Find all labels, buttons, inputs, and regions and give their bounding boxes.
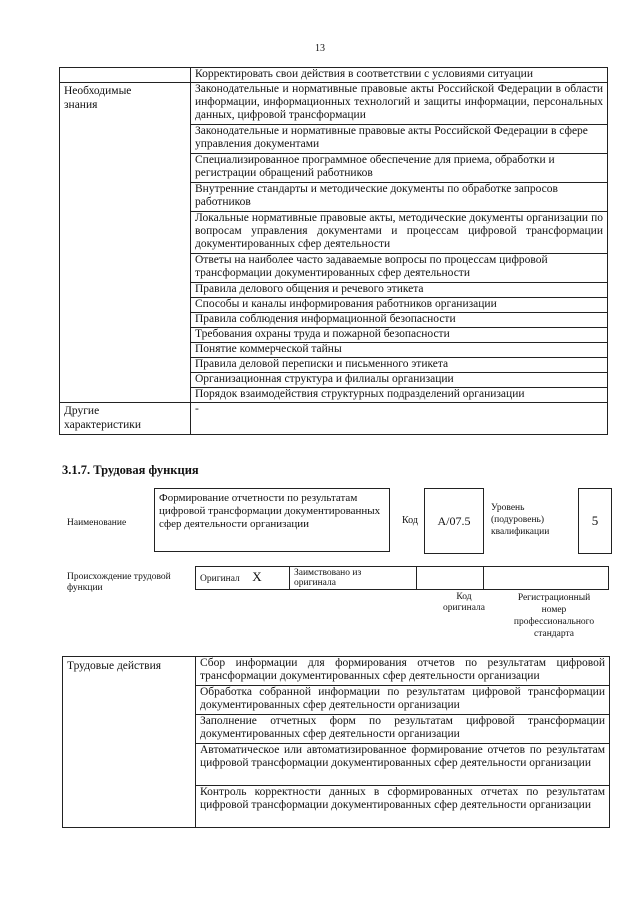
table-cell: Обработка собранной информации по результатам цифровой трансформации документированных сфер деятельности организации xyxy=(196,686,610,715)
table-row xyxy=(60,68,608,83)
other-label xyxy=(60,403,191,435)
table-cell: Корректировать свои действия в соответствии с условиями ситуации xyxy=(191,68,608,83)
empty-label-cell xyxy=(60,68,191,83)
page-number: 13 xyxy=(315,43,325,54)
level-value: 5 xyxy=(578,488,612,554)
table-row xyxy=(60,403,608,435)
original-label: Оригинал xyxy=(200,574,240,584)
actions-table xyxy=(62,656,610,828)
label-line: (подуровень) xyxy=(491,515,545,525)
table-cell: Сбор информации для формирования отчетов по результатам цифровой трансформации документированных сфер деятельности организации xyxy=(196,657,610,686)
label-line: оригинала xyxy=(443,603,485,613)
label-line: Другие xyxy=(64,405,100,417)
actions-label: Трудовые действия xyxy=(63,657,196,828)
label-line: стандарта xyxy=(534,629,574,639)
label-line: Необходимые xyxy=(64,85,132,97)
table-cell: Ответы на наиболее часто задаваемые вопросы по процессам цифровой трансформации документированных сфер деятельности xyxy=(191,254,608,283)
table-cell: - xyxy=(191,403,608,435)
origin-table xyxy=(195,566,609,590)
table-row xyxy=(60,83,608,125)
original-mark: X xyxy=(252,569,262,584)
table-cell: Правила соблюдения информационной безопасности xyxy=(191,313,608,328)
label-line: Происхождение трудовой xyxy=(67,572,171,582)
label-line: знания xyxy=(64,98,98,111)
table-cell: Правила деловой переписки и письменного этикета xyxy=(191,358,608,373)
table-cell: Правила делового общения и речевого этикета xyxy=(191,283,608,298)
knowledge-label xyxy=(60,83,191,403)
table-cell: Локальные нормативные правовые акты, методические документы организации по вопросам управления документами и процессам цифровой трансформации документированных сфер деятельности xyxy=(191,212,608,254)
table-cell: Автоматическое или автоматизированное формирование отчетов по результатам цифровой трансформации документированных сфер деятельности организации xyxy=(196,744,610,786)
table-cell: Контроль корректности данных в сформированных отчетах по результатам цифровой трансформации документированных сфер деятельности организации xyxy=(196,786,610,828)
label-line: профессионального xyxy=(513,617,595,627)
label-line: Уровень xyxy=(491,503,525,513)
table-cell: Заполнение отчетных форм по результатам цифровой трансформации документированных сфер деятельности организации xyxy=(196,715,610,744)
label-line: функции xyxy=(67,583,103,593)
kod-original-caption xyxy=(434,592,494,614)
borrowed-cell xyxy=(290,567,417,590)
label-line: оригинала xyxy=(294,578,336,588)
reg-number-caption xyxy=(500,592,608,640)
label-line: номер xyxy=(541,605,567,615)
table-cell: Законодательные и нормативные правовые акты Российской Федерации в сфере управления документами xyxy=(191,125,608,154)
table-cell: Специализированное программное обеспечение для приема, обработки и регистрации обращений работников xyxy=(191,154,608,183)
table-row xyxy=(196,567,609,590)
name-label: Наименование xyxy=(67,518,127,528)
section-heading: 3.1.7. Трудовая функция xyxy=(62,463,199,477)
table-cell: Порядок взаимодействия структурных подразделений организации xyxy=(191,388,608,403)
kod-value: А/07.5 xyxy=(424,488,484,554)
label-line: характеристики xyxy=(64,418,142,431)
label-line: Код xyxy=(456,592,472,602)
table-cell: Организационная структура и филиалы организации xyxy=(191,373,608,388)
table-cell: Законодательные и нормативные правовые акты Российской Федерации в области информации, информационных технологий и защиты информации, персональных данных, цифровой трансформации xyxy=(191,83,608,125)
origin-label xyxy=(67,572,171,594)
kod-label: Код xyxy=(402,515,418,526)
reg-number-cell xyxy=(484,567,609,590)
label-line: квалификации xyxy=(491,527,550,537)
table-cell: Способы и каналы информирования работников организации xyxy=(191,298,608,313)
name-value: Формирование отчетности по результатам цифровой трансформации документированных сфер деятельности организации xyxy=(154,488,390,552)
table-row xyxy=(63,657,610,686)
label-line: Регистрационный xyxy=(517,593,591,603)
label-line: Заимствовано из xyxy=(294,568,362,578)
original-cell xyxy=(196,567,290,590)
level-label xyxy=(491,502,549,538)
kod-original-cell xyxy=(417,567,484,590)
table-cell: Внутренние стандарты и методические документы по обработке запросов работников xyxy=(191,183,608,212)
knowledge-table xyxy=(59,67,608,435)
table-cell: Понятие коммерческой тайны xyxy=(191,343,608,358)
table-cell: Требования охраны труда и пожарной безопасности xyxy=(191,328,608,343)
